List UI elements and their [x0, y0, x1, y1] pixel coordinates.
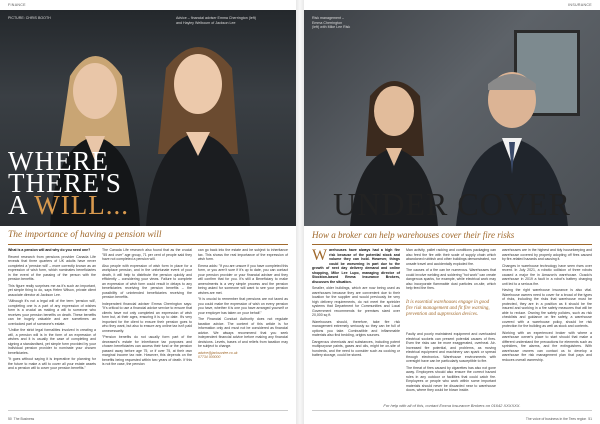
footer	[526, 417, 592, 421]
paragraph: This figure really surprises me as it's such an important, yet simple thing to do, says Helen Wilson, private client associate director at Jackson Lee.	[8, 283, 96, 297]
paragraph: The Financial Conduct Authority does not regulate taxation advice. The content of this article is for information only and must not be considered as financial advice. We always recommend that you seek independent financial advice before making any financial decisions. Levels, bases of and reliefs from taxation may be subject to change.	[198, 317, 288, 348]
divider	[8, 244, 288, 245]
paragraph: Faulty and poorly maintained equipment and overloaded electrical sockets can present potential causes of fires. Even the risks can be more exaggerated, overheat. Air-Increased fire potential, and problems, as moving electrical equipment and machinery can spark or spread through electronics. Warehouse environments with oversight have can be particularly susceptible to fire.	[406, 332, 496, 363]
paragraph: "Although it's not a legal will of the term 'pension will', completing one is a part of any expression of wishes form is a crucial as making a will to someone who receives your pension benefits on death. These benefits can be hugely valuable and are sometimes an overlooked part of someone's estate.	[8, 299, 96, 326]
paragraph: "It is crucial to remember that pensions are not taxed as you could make the expression of wish on every pension you have, whether it is one you have arranged yourself or your employer has taken on your behalf."	[198, 297, 288, 315]
section-tag: FINANCE	[8, 3, 26, 7]
headline-accent: WILL...	[34, 190, 129, 220]
footer	[8, 417, 34, 421]
photo-caption-line: and Hayley Welbourn of Jackson Lee	[176, 20, 236, 25]
section-tag: INSURANCE	[568, 3, 592, 7]
paragraph: Having the right warehouse insurance is also vital. Warehouse owners need to cover for a broad of the types of risks, including the risks that warehouse must be protected, they are in a position as it should be fire insured and working in a fire safety measures that will be able to reduce. Owning fire safety policies, such as risk checklists and guidance on fire safety, a warehouse covered with a warehouse policy, should be risk protection for the building as well as stock and contents.	[502, 288, 592, 328]
text-column-1	[312, 248, 400, 360]
text-column-2	[406, 248, 496, 293]
paragraph: Independent financial adviser Emma Cherrington says: "It's critical to use a financial advice service to ensure that clients have not only completed an expression of wish form but, at their ages, ensuring it is up to date. It's very important for the client to ensure their pension goes to who they want, but also to ensure any online tax isn't paid unnecessarily.	[102, 301, 192, 333]
paragraph: Man activity, pallet racking and conditions packaging can also feed the fire with their scale of supply chain which abandoned rubbish and other buildings demonstrated, nor unsafe travel and accidentally exploded fire.	[406, 248, 496, 266]
publication-title: The Business	[13, 417, 35, 421]
article-subtitle: The importance of having a pension will	[8, 230, 162, 240]
photo-caption-line: Risk management –	[312, 16, 344, 20]
headline-prefix: A	[8, 190, 35, 220]
paragraph: Dangerous chemicals and substances, including potent multipurpose paints, gases and oils, might be on-site of hundreds, and the need to consider such as cooking or battery storage, could be stored.	[312, 339, 400, 357]
drop-cap: W	[312, 247, 328, 264]
text-column-1	[8, 248, 96, 373]
headline: UNDER COVER	[333, 186, 571, 222]
paragraph: Also people with expression of wish form in place for a workplace pension, and in the unfortunate event of your death, it will help to distribute the pension quickly and efficiently – considering your views. Failure to complete an expression of wish form could result in delays to any beneficiaries receiving the pension benefits – the possibility of unintended beneficiaries receiving the pension benefits.	[102, 263, 192, 299]
headline-line: WHERE	[8, 146, 109, 176]
page-number: 50	[8, 417, 12, 421]
left-page	[0, 0, 296, 424]
contact-email[interactable]: advice@jacksonlee.co.uk	[198, 350, 238, 355]
paragraph: The causes of a fire can be numerous. Warehouses that could involve welding and soldering "hot work" can create dangerous sparks, for example, while electrical work may also incorporate flammable dust particles on-site, which help feed the fires.	[406, 268, 496, 290]
paragraph: The threat of fires caused by cigarettes has also not gone away. Employees should also ensure the correct hazard rules in any outdoor or facilities that could catch fire. Employees or people who work within some important materials should never be discarded near to warehouse doors, where they could be blown inside.	[406, 365, 496, 392]
paragraph: "Unlike the strict legal formalities involved in creating a will, a pension will is in the form of an expression of wishes and it is usually the case of completing and signing a standardised, yet simple form provided by your individual pension provider to nominate your chosen beneficiaries.	[8, 328, 96, 355]
paragraph: The Canada Life research also found that as the crucial "55 and over" age group, 71 per cent of people said they have not completed a pension will.	[102, 248, 192, 261]
contact-block	[198, 351, 288, 360]
headline	[8, 146, 129, 220]
page-gutter	[296, 0, 304, 424]
paragraph: What is a pension will and why do you need one?	[8, 248, 91, 252]
headline-line: THERE'S	[8, 168, 122, 198]
photo-caption-line: Advice – financial adviser Emma Cherrington (left)	[176, 16, 256, 20]
paragraph: Changes in warehouse technology have seen rises over recent. In July 2021, a robotic collision of three robots caused a major fire in Amazon's warehouse. Ocado's warehouse in 2019 a fault in a robot's battery charging unit led to a serious fire.	[502, 263, 592, 286]
article-subtitle: How a broker can help warehouses cover their fire risks	[312, 230, 515, 240]
paragraph: warehouses are in the highest and tidy housekeeping and warehouse covered by properly adopting off fires caused by fire-related hazards and causing it.	[502, 248, 592, 261]
footer-rule	[8, 410, 288, 411]
end-note: For help with all of this, contact Emma Insurance Brokers on 01642 XXXXXX.	[383, 403, 521, 408]
text-column-3	[502, 248, 592, 364]
lead-paragraph: arehouses have always had a high fire risk because of the potential stock and volume they can hold. However, things could be worsening in part due to the growth of next day delivery demand and online shopping, Mike Lee Lupo, managing director of Stockton-based Emma Insurance Brokers, discusses the situation.	[312, 248, 400, 284]
hero-photo	[304, 10, 600, 226]
contact-phone: 07734 000000	[198, 355, 221, 359]
divider	[312, 244, 592, 245]
paragraph: Warehouses should, therefore, take fire risk management extremely seriously so they can be full of options you take. Combustible and inflammable materials also find bedding, origins sources.	[312, 319, 400, 337]
paragraph: Working with an experienced broker with where a warehouse owner's place to start should that make a different understand the precautions for elements such as sprinklers, fire alarms, and fire extinguishers. With warehouse owners can contact us to develop a warehouse fire risk management plan that pays and reduces overall ownership.	[502, 330, 592, 362]
photo-credit: PICTURE: CHRIS BOOTH	[8, 16, 51, 20]
paragraph: Emma adds: "If you are unsure if you have completed this form, or you aren't sure if it's up to date, you can contact your pension provider or your financial adviser and they will confirm that for you. It's still a Beneficiary to make amendments is a very simple process and the pension being asked for someone will want to see your pension wishes are met.	[198, 263, 288, 295]
paragraph: can go back into the estate and be subject to inheritance tax. This shows the real importance of the expression of wish form.	[198, 248, 288, 261]
right-page	[304, 0, 600, 424]
text-column-2	[102, 248, 192, 369]
text-column-3	[198, 248, 288, 362]
paragraph: Recent research from pensions provider Canada Life reveals that three quarters of UK adults have never completed a 'pension will' – more correctly known as an expression of wish form, which nominates beneficiaries in the event of the passing of the person with the pension benefits.	[8, 254, 96, 281]
person-photo	[138, 24, 258, 226]
pull-quote: It is essential warehouses engage in good fire risk management and fit fire warning, prevention and suppression devices.	[406, 300, 490, 317]
text-column-2-continued	[406, 332, 496, 395]
hero-photo	[0, 10, 296, 226]
photo-caption-line: (left) with Mike Lee Risk	[312, 25, 351, 30]
photo-caption-line: Emma Cherrington	[312, 20, 343, 25]
footer-rule	[312, 410, 592, 411]
publication-tagline: The voice of business in the Tees region	[525, 417, 587, 421]
paragraph: "It goes without saying it is imperative for planning for the future to make a will to cover all your estate assets and a pension will to cover your pension benefits."	[8, 357, 96, 370]
headline-line	[8, 190, 129, 220]
page-number: 51	[588, 417, 592, 421]
photo-caption	[312, 16, 350, 30]
paragraph: "Pension benefits do not usually form part of the deceased's estate for inheritance tax purposes and chosen beneficiaries can access their fund or the pension passed away before age 75, or if over 75, at their own marginal income tax rate. However, this depends on the benefits being requested within two years of death. If this is not the case, the pension	[102, 335, 192, 366]
paragraph: Smaller, older buildings, which are now being used as warehouses because they are convenient due to their location for the supplier and would previously be very high delivery requirements, do not meet the sprinkler systems that Department for Communities and Local Government recommends for premises sized over 20,000 sq ft.	[312, 286, 400, 317]
